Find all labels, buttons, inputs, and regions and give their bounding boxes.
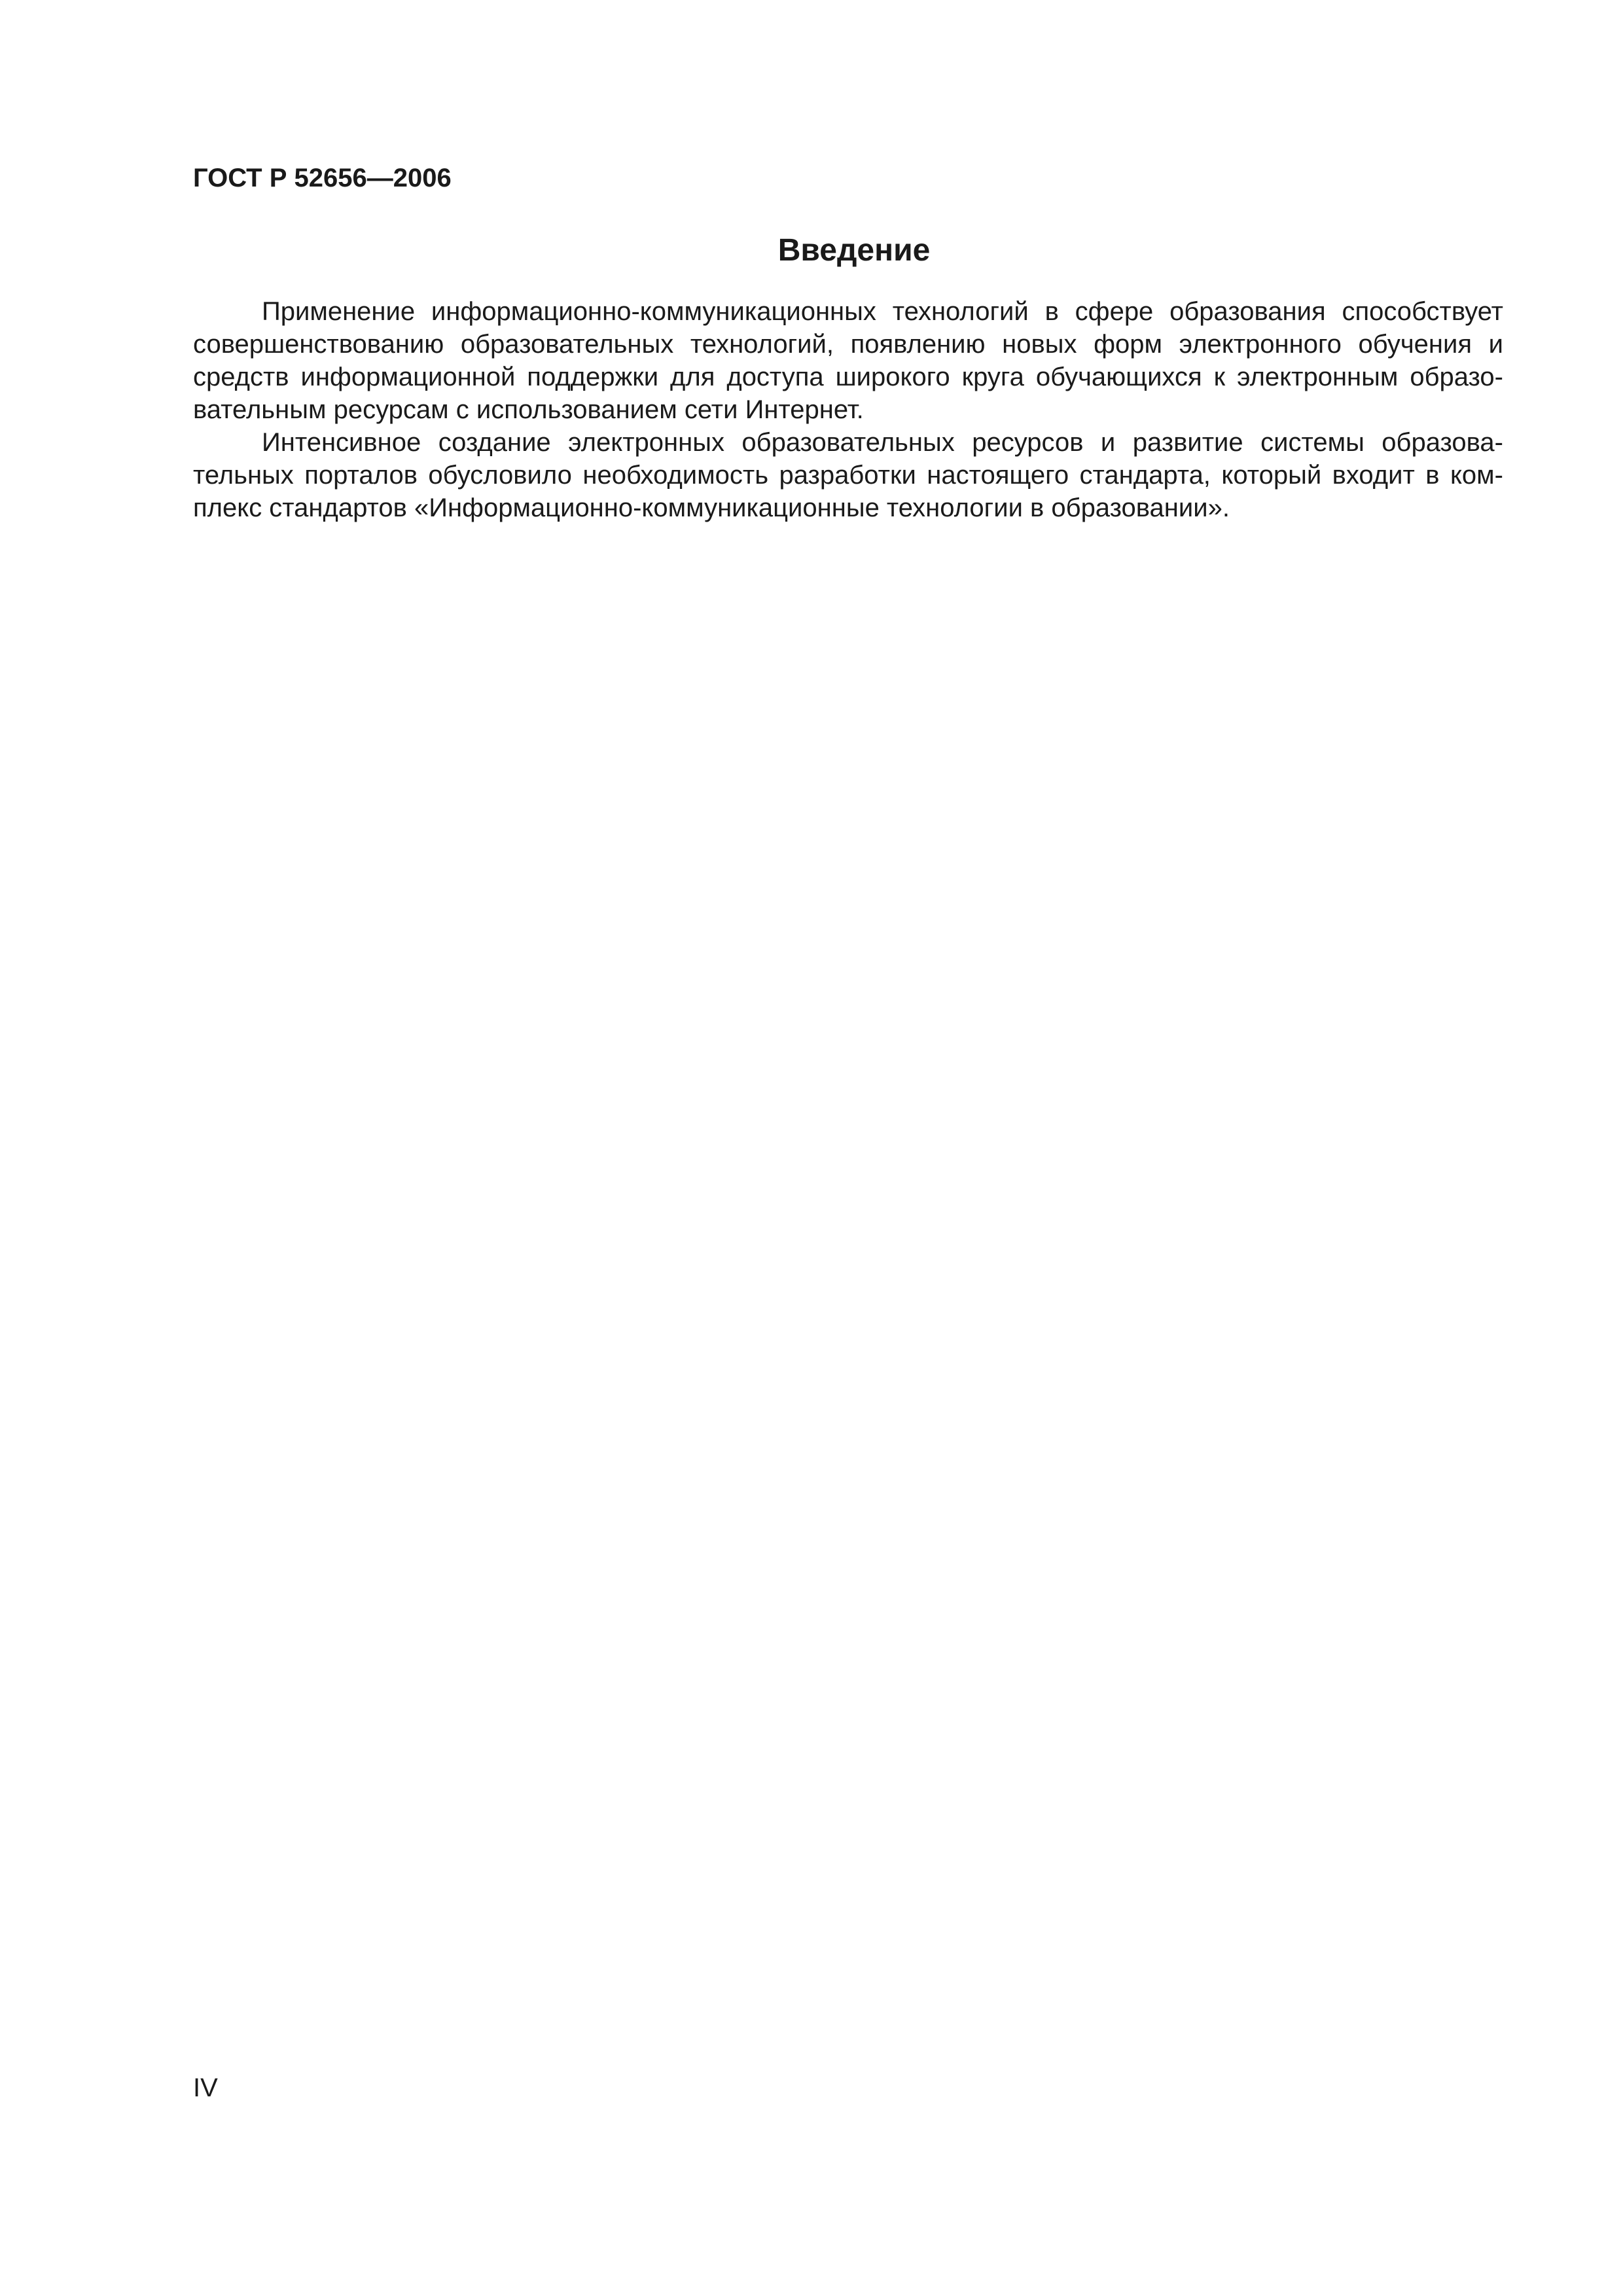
paragraph-line: плекс стандартов «Информационно-коммуникационные технологии в образовании». (193, 493, 1230, 522)
paragraph-line: Интенсивное создание электронных образовательных ресурсов и развитие системы образова- (262, 428, 1503, 457)
paragraph-line: совершенствованию образовательных технологий, появлению новых форм электронного обучения и (193, 330, 1503, 359)
body-text (193, 295, 1503, 524)
paragraph-line: Применение информационно-коммуникационных технологий в сфере образования способствует (262, 297, 1503, 326)
document-code: ГОСТ Р 52656—2006 (193, 164, 452, 192)
paragraph-line: средств информационной поддержки для доступа широкого круга обучающихся к электронным образо- (193, 363, 1503, 391)
paragraph (193, 295, 1503, 426)
section-title: Введение (777, 233, 931, 268)
paragraph-line: вательным ресурсам с использованием сети Интернет. (193, 395, 864, 424)
page-number: IV (193, 2073, 218, 2102)
paragraph-line: тельных порталов обусловило необходимость разработки настоящего стандарта, который входит в ком- (193, 461, 1503, 490)
paragraph (193, 426, 1503, 524)
